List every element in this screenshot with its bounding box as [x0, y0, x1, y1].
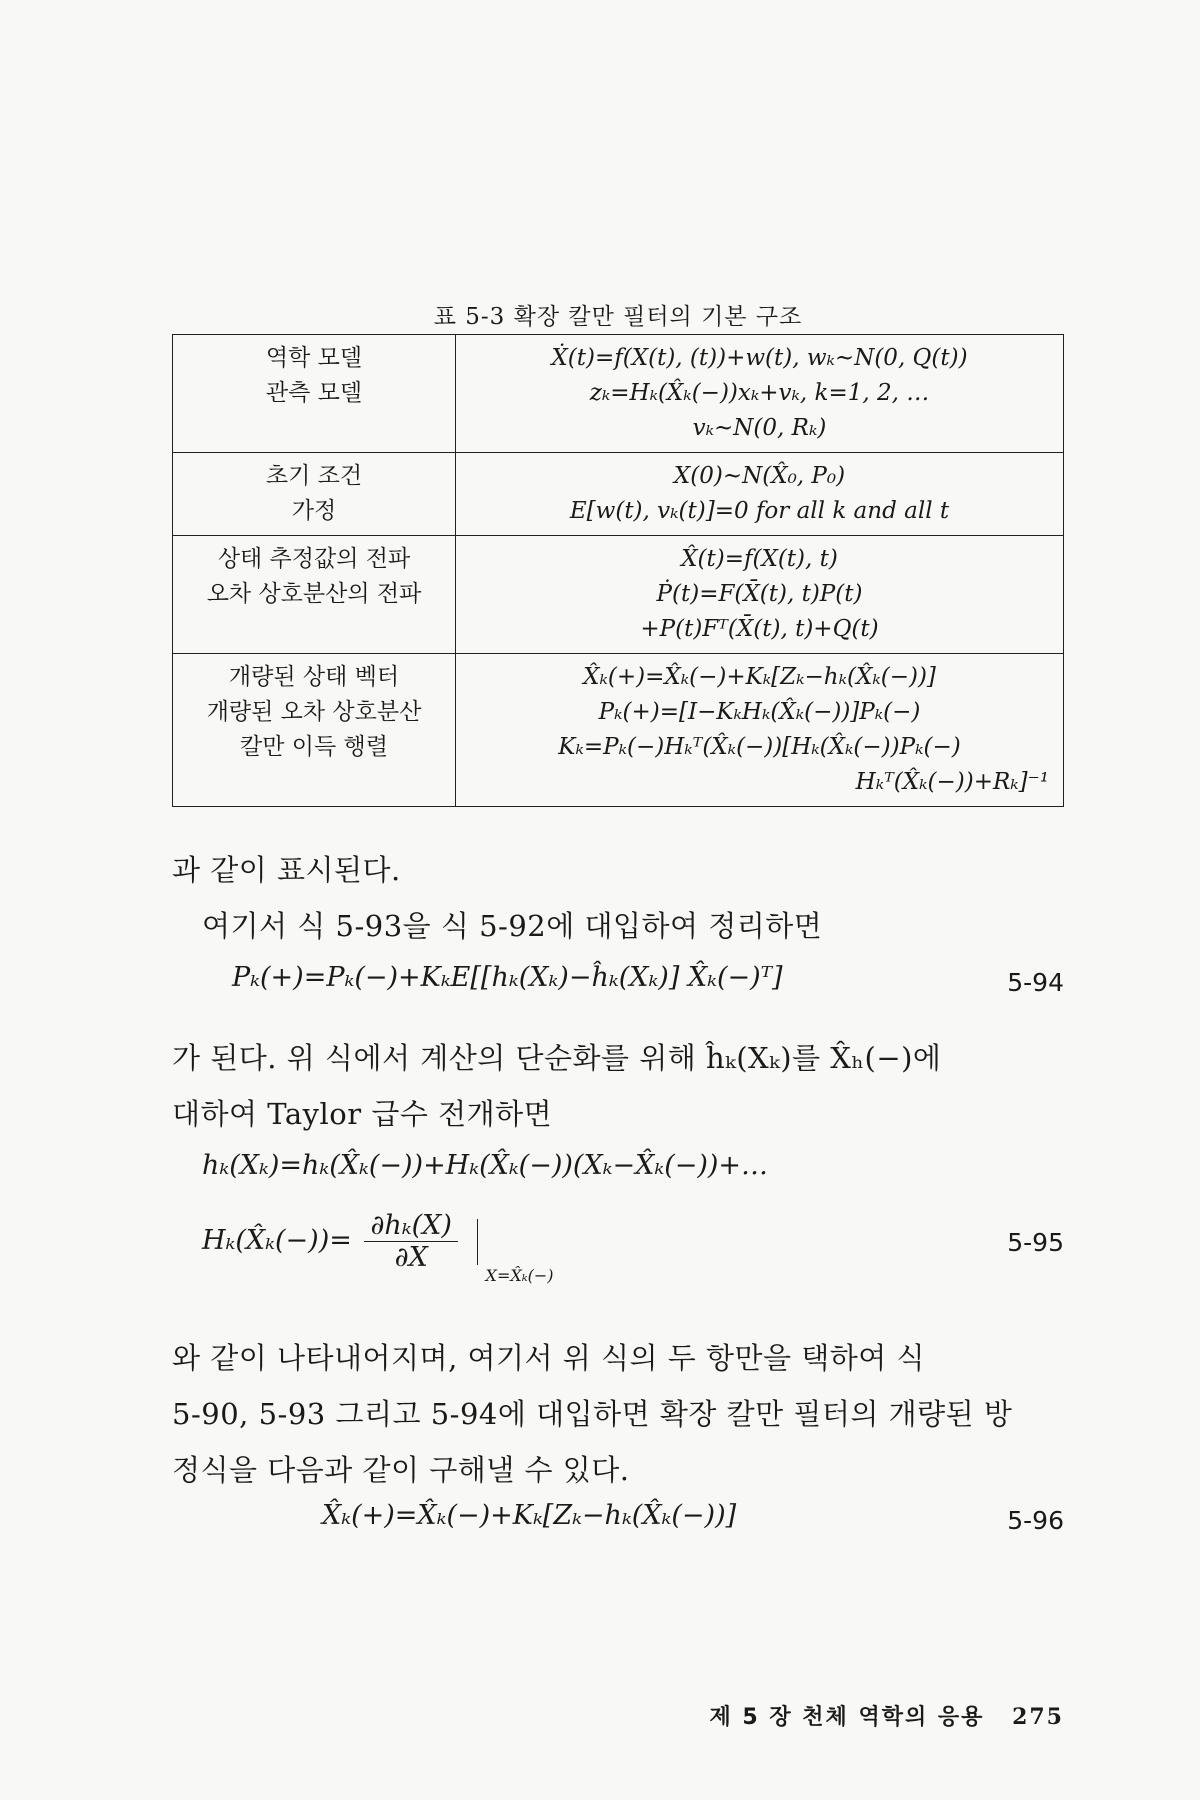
equation-line: +P(t)Fᵀ(X̄(t), t)+Q(t): [640, 616, 879, 642]
equation-lhs: Hₖ(X̂ₖ(−))=: [202, 1225, 352, 1256]
table-caption: 표 5-3 확장 칼만 필터의 기본 구조: [433, 304, 803, 330]
equation-number: 5-96: [1007, 1506, 1064, 1535]
equation-line: X(0)~N(X̂₀, P₀): [673, 463, 846, 489]
row-label: 오차 상호분산의 전파: [206, 581, 422, 607]
ekf-structure-table: [172, 334, 1064, 807]
text-line: 5-90, 5-93 그리고 5-94에 대입하면 확장 칼만 필터의 개량된 방: [172, 1397, 1013, 1431]
table-row: [173, 654, 1064, 807]
text-line: 가 된다. 위 식에서 계산의 단순화를 위해 ĥₖ(Xₖ)를 X̂ₕ(−)에: [172, 1041, 942, 1075]
page-footer: [172, 1700, 1064, 1731]
equation-body: [202, 1210, 554, 1285]
paragraph: [172, 1030, 1064, 1142]
text-line: 과 같이 표시된다.: [172, 853, 401, 887]
text-line: 여기서 식 5-93을 식 5-92에 대입하여 정리하면: [202, 909, 823, 943]
text-line: 정식을 다음과 같이 구해낼 수 있다.: [172, 1453, 630, 1487]
equation-cell: [456, 453, 1064, 536]
row-label: 개량된 상태 벡터: [228, 664, 400, 690]
equation-cell: [456, 654, 1064, 807]
equation-5-96: [172, 1500, 1064, 1550]
equation-line: E[w(t), vₖ(t)]=0 for all k and all t: [569, 498, 950, 524]
equation-line: X̂(t)=f(X(t), t): [681, 546, 838, 572]
row-label-cell: [173, 654, 456, 807]
equation-line: Kₖ=Pₖ(−)Hₖᵀ(X̂ₖ(−))[Hₖ(X̂ₖ(−))Pₖ(−): [558, 734, 961, 760]
fraction-numerator: ∂hₖ(X): [364, 1210, 458, 1242]
fraction-denominator: ∂X: [394, 1242, 428, 1273]
equation-number: 5-95: [1007, 1228, 1064, 1257]
equation-cell: [456, 536, 1064, 654]
page-number: 275: [1012, 1704, 1064, 1730]
equation-line: Pₖ(+)=[I−KₖHₖ(X̂ₖ(−))]Pₖ(−): [598, 699, 921, 725]
table-row: [173, 335, 1064, 453]
row-label: 가정: [291, 498, 337, 524]
table-row: [173, 453, 1064, 536]
equation-line: zₖ=Hₖ(X̂ₖ(−))xₖ+vₖ, k=1, 2, …: [589, 380, 930, 406]
row-label-cell: [173, 453, 456, 536]
row-label: 상태 추정값의 전파: [217, 546, 411, 572]
equation-line: Ẋ(t)=f(X(t), (t))+w(t), wₖ~N(0, Q(t)): [551, 345, 968, 371]
table-row: [173, 536, 1064, 654]
equation-5-94: [172, 962, 1064, 1012]
paragraph: [172, 1330, 1064, 1498]
text-line: 와 같이 나타내어지며, 여기서 위 식의 두 항만을 택하여 식: [172, 1341, 926, 1375]
equation-line: Ṗ(t)=F(X̄(t), t)P(t): [656, 581, 863, 607]
equation-line: X̂ₖ(+)=X̂ₖ(−)+Kₖ[Zₖ−hₖ(X̂ₖ(−))]: [583, 664, 936, 690]
equation-line: vₖ~N(0, Rₖ): [692, 415, 827, 441]
equation-body: hₖ(Xₖ)=hₖ(X̂ₖ(−))+Hₖ(X̂ₖ(−))(Xₖ−X̂ₖ(−))+…: [202, 1150, 769, 1181]
row-label-cell: [173, 335, 456, 453]
equation-body: X̂ₖ(+)=X̂ₖ(−)+Kₖ[Zₖ−hₖ(X̂ₖ(−))]: [322, 1500, 737, 1531]
row-label: 초기 조건: [265, 463, 363, 489]
equation-line: Hₖᵀ(X̂ₖ(−))+Rₖ]⁻¹: [855, 769, 1049, 795]
equation-body: Pₖ(+)=Pₖ(−)+KₖE[[hₖ(Xₖ)−ĥₖ(Xₖ)] X̂ₖ(−)ᵀ]: [232, 962, 783, 993]
text-line: 대하여 Taylor 급수 전개하면: [172, 1097, 553, 1131]
paragraph: [172, 842, 1064, 954]
equation-number: 5-94: [1007, 968, 1064, 997]
row-label: 관측 모델: [265, 380, 363, 406]
row-label: 칼만 이득 행렬: [240, 734, 388, 760]
evaluation-point: X=X̂ₖ(−): [485, 1265, 554, 1285]
row-label-cell: [173, 536, 456, 654]
equation-5-95-expansion: [172, 1150, 1064, 1200]
partial-derivative-fraction: [364, 1210, 458, 1273]
equation-cell: [456, 335, 1064, 453]
equation-5-95-jacobian: [172, 1200, 1064, 1284]
row-label: 역학 모델: [265, 345, 363, 371]
evaluation-bar: [477, 1219, 554, 1285]
row-label: 개량된 오차 상호분산: [206, 699, 422, 725]
chapter-title: 제 5 장 천체 역학의 응용: [709, 1705, 985, 1730]
